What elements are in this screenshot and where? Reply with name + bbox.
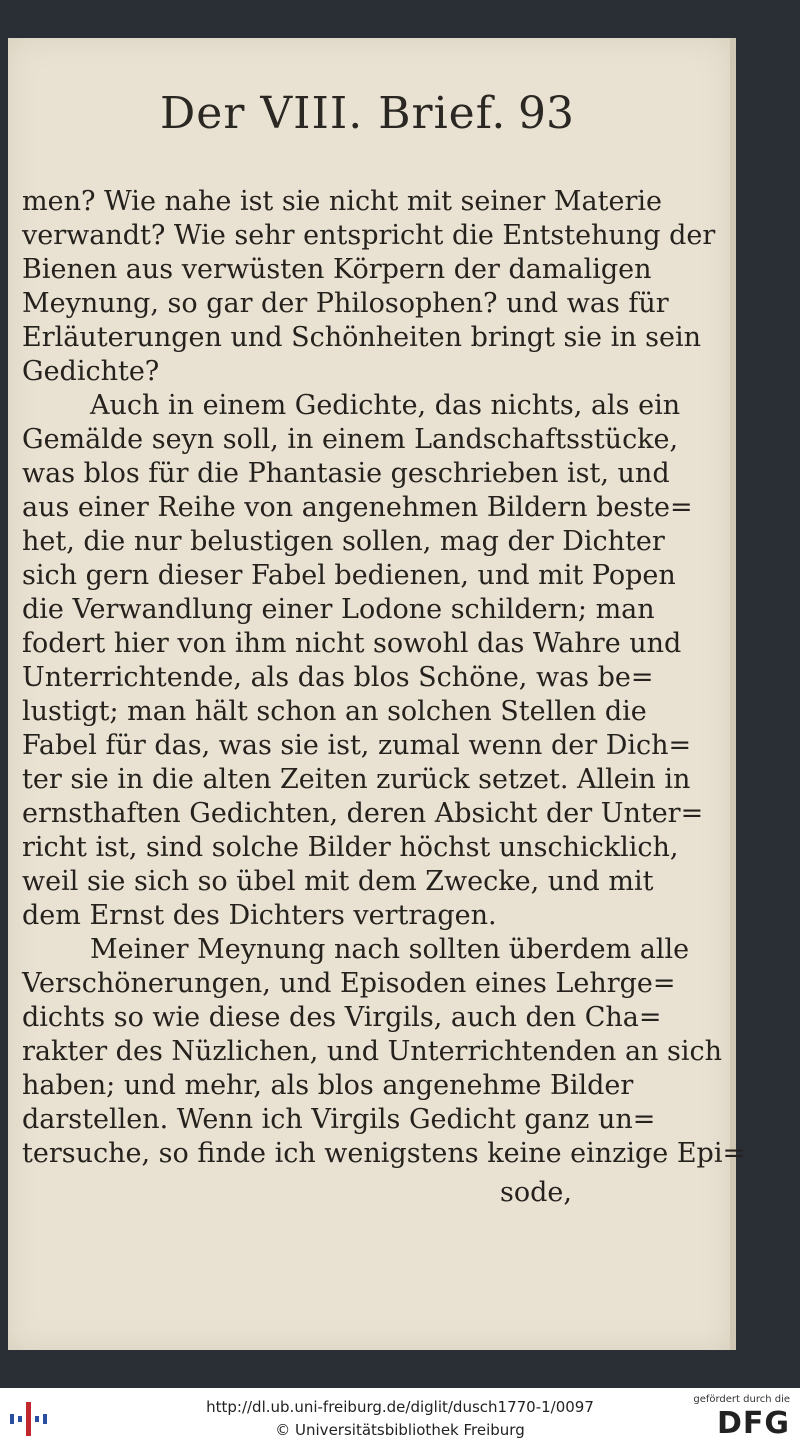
viewer-footer [0,1388,800,1446]
dfg-logo: DFG [716,1406,790,1441]
text-line: dem Ernst des Dichters vertragen. [22,900,497,931]
page-header-title: Der VIII. Brief. [160,88,507,139]
text-line: Verschönerungen, und Episoden eines Lehrge= [22,968,676,999]
dfg-caption: gefördert durch die [693,1394,790,1405]
page-header [160,78,580,148]
text-line: rakter des Nüzlichen, und Unterrichtenden an sich [22,1036,723,1067]
text-line: Gemälde seyn soll, in einem Landschaftsstücke, [22,424,679,455]
ub-freiburg-logo-icon [6,1400,52,1438]
text-line: ter sie in die alten Zeiten zurück setzet. Allein in [22,764,691,795]
text-line: Unterrichtende, als das blos Schöne, was be= [22,662,654,693]
text-line: Meiner Meynung nach sollten überdem alle [90,934,690,965]
text-line: Meynung, so gar der Philosophen? und was für [22,288,669,319]
text-line: Erläuterungen und Schönheiten bringt sie in sein [22,322,702,353]
text-line: men? Wie nahe ist sie nicht mit seiner Materie [22,186,662,217]
text-line: die Verwandlung einer Lodone schildern; man [22,594,655,625]
copyright-notice: © Universitätsbibliothek Freiburg [275,1421,525,1439]
page-number: 93 [518,88,574,139]
text-line: was blos für die Phantasie geschrieben ist, und [22,458,670,489]
text-line: weil sie sich so übel mit dem Zwecke, und mit [22,866,654,897]
text-line: dichts so wie diese des Virgils, auch den Cha= [22,1002,662,1033]
text-line: Gedichte? [22,356,160,387]
catchword: sode, [500,1177,572,1208]
text-line: Bienen aus verwüsten Körpern der damaligen [22,254,652,285]
text-line: lustigt; man hält schon an solchen Stellen die [22,696,647,727]
text-line: ernsthaften Gedichten, deren Absicht der Unter= [22,798,704,829]
text-line: tersuche, so finde ich wenigstens keine einzige Epi= [22,1138,746,1169]
text-line: haben; und mehr, als blos angenehme Bilder [22,1070,634,1101]
text-line: verwandt? Wie sehr entspricht die Entstehung der [22,220,716,251]
text-line: fodert hier von ihm nicht sowohl das Wahre und [22,628,682,659]
text-line: darstellen. Wenn ich Virgils Gedicht ganz un= [22,1104,656,1135]
text-line: aus einer Reihe von angenehmen Bildern beste= [22,492,693,523]
text-line: richt ist, sind solche Bilder höchst unschicklich, [22,832,679,863]
text-line: Auch in einem Gedichte, das nichts, als ein [90,390,681,421]
permalink-url[interactable]: http://dl.ub.uni-freiburg.de/diglit/dusch1770-1/0097 [206,1398,594,1416]
text-line: sich gern dieser Fabel bedienen, und mit Popen [22,560,676,591]
text-line: Fabel für das, was sie ist, zumal wenn der Dich= [22,730,692,761]
text-line: het, die nur belustigen sollen, mag der Dichter [22,526,665,557]
